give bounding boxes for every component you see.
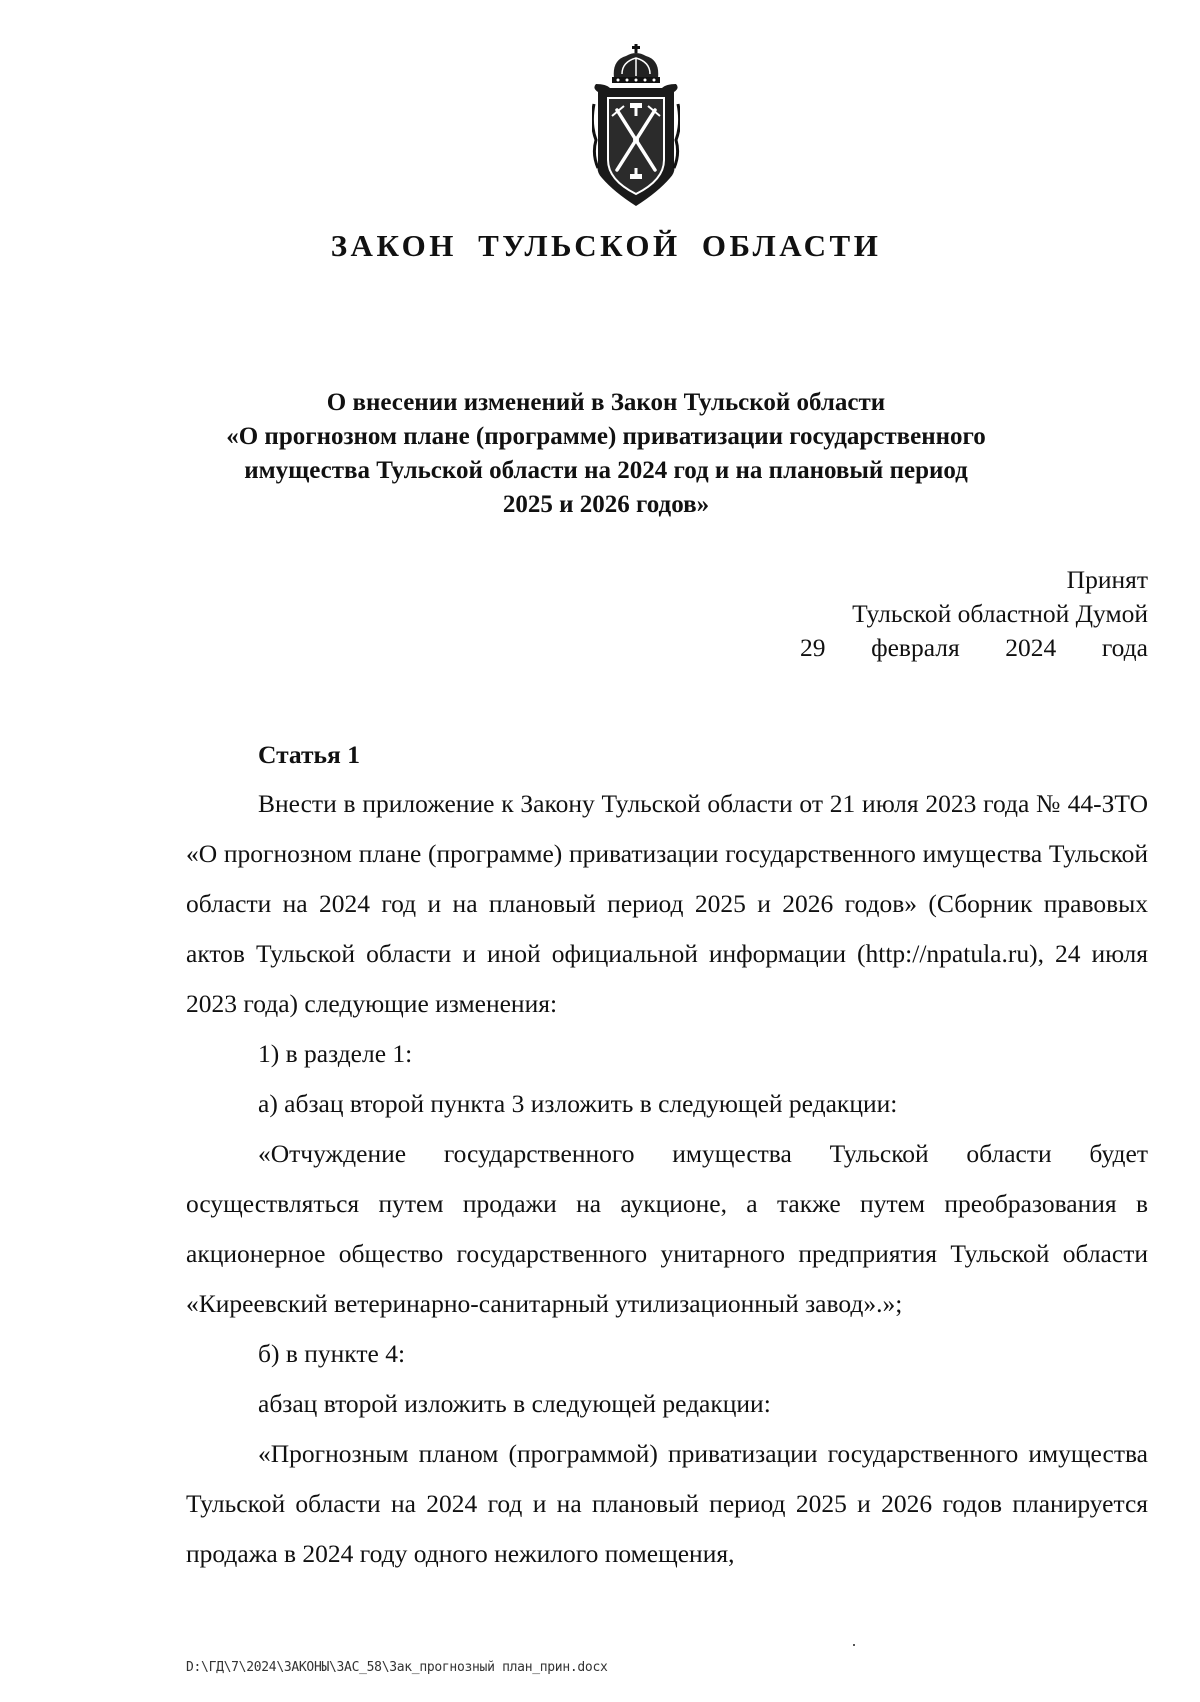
article-heading: Статья 1 [258,740,360,769]
article-paragraph: абзац второй изложить в следующей редакции: [258,1389,771,1418]
article-paragraph: а) абзац второй пункта 3 изложить в следующей редакции: [258,1089,898,1118]
adoption-block [800,563,1148,665]
footer-file-path: D:\ГД\7\2024\ЗАКОНЫ\ЗАС_58\Зак_прогнозный план_прин.docx [186,1660,608,1675]
tula-coat-of-arms-icon [592,44,680,210]
document-title-line: «О прогнозном плане (программе) приватизации государственного [226,423,986,450]
document-title-line: имущества Тульской области на 2024 год и на плановый период [244,457,968,484]
document-title-line: О внесении изменений в Закон Тульской области [326,389,886,416]
article-paragraph: 1) в разделе 1: [258,1039,413,1068]
article-paragraph: Внести в приложение к Закону Тульской области от 21 июля 2023 года № 44-ЗТО «О прогнозном плане (программе) приватизации государственного имущества Тульской области на 2024 год и на плановый период 2025 и 2026 годов» (Сборник правовых актов Тульской области и иной официальной информации (http://npatula.ru), 24 июля 2023 года) следующие изменения: [186,789,1148,1018]
adoption-date-year: 2024 [1005,633,1057,662]
article-paragraph: «Прогнозным планом (программой) приватизации государственного имущества Тульской области на 2024 год и на плановый период 2025 и 2026 годов планируется продажа в 2024 году одного нежилого помещения, [186,1439,1148,1568]
adoption-date-day: 29 [800,633,826,662]
adopting-body: Тульской областной Думой [852,599,1148,628]
article-body [186,779,1148,1579]
adoption-date [800,631,1148,665]
law-title: ЗАКОН ТУЛЬСКОЙ ОБЛАСТИ [330,228,882,263]
article-paragraph: б) в пункте 4: [258,1339,406,1368]
article-paragraph: «Отчуждение государственного имущества Тульской области будет осуществляться путем продажи на аукционе, а также путем преобразования в акционерное общество государственного унитарного предприятия Тульской области «Киреевский ветеринарно-санитарный утилизационный завод».»; [186,1139,1148,1318]
adoption-label: Принят [1066,565,1148,594]
scan-speck [853,1644,855,1646]
adoption-date-month: февраля [871,633,960,662]
document-title [200,386,1012,522]
document-title-line: 2025 и 2026 годов» [502,491,710,518]
adoption-date-word: года [1101,633,1148,662]
